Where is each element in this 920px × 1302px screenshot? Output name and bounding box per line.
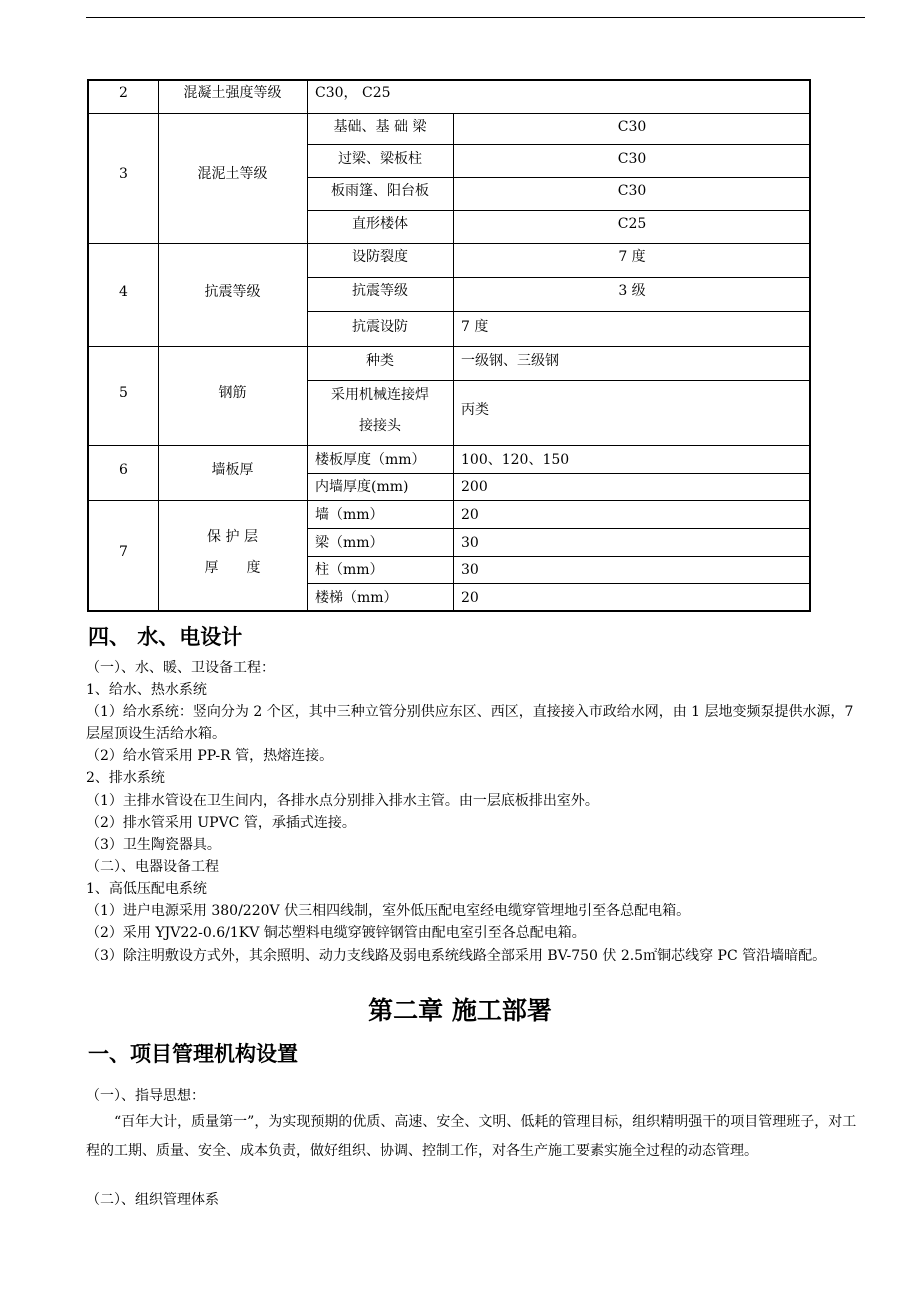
section4-line: 2、排水系统 bbox=[86, 770, 165, 786]
section4-line: （2）采用 YJV22-0.6/1KV 铜芯塑料电缆穿镀锌钢管由配电室引至各总配电箱。 bbox=[86, 925, 586, 941]
row5-value-1: 一级钢、三级钢 bbox=[461, 353, 559, 369]
row7-value-1: 20 bbox=[461, 507, 479, 523]
row3-value-1: C30 bbox=[617, 119, 647, 135]
section-heading: 一、项目管理机构设置 bbox=[88, 1042, 298, 1066]
row2-value: C30， C25 bbox=[315, 85, 391, 101]
row2-no: 2 bbox=[119, 85, 128, 101]
row6-name: 墙板厚 bbox=[211, 462, 254, 478]
section4-paragraph: （3）除注明敷设方式外，其余照明、动力支线路及弱电系统线路全部采用 BV-750 伏 2.5㎡铜芯线穿 PC 管沿墙暗配。 bbox=[86, 948, 827, 964]
section4-line: 1、给水、热水系统 bbox=[86, 682, 207, 698]
row7-value-2: 30 bbox=[461, 535, 479, 551]
row4-item-2: 抗震等级 bbox=[352, 283, 408, 299]
spec-table bbox=[87, 79, 811, 612]
row5-item-1: 种类 bbox=[366, 353, 394, 369]
row4-no: 4 bbox=[119, 284, 128, 300]
section4-line: （2）排水管采用 UPVC 管，承插式连接。 bbox=[86, 815, 356, 831]
row5-value-2: 丙类 bbox=[461, 402, 489, 418]
row3-name: 混泥土等级 bbox=[197, 166, 268, 182]
row7-item-1: 墙（mm） bbox=[315, 507, 384, 523]
row4-item-3: 抗震设防 bbox=[352, 319, 408, 335]
section4-line: （一）、水、暖、卫设备工程： bbox=[86, 660, 275, 676]
section4-line: （二）、电器设备工程 bbox=[86, 859, 219, 875]
row3-value-2: C30 bbox=[617, 151, 647, 167]
chapter2-paragraph: “百年大计，质量第一”，为实现预期的优质、高速、安全、文明、低耗的管理目标，组织精明强干的项目管理班子，对工程的工期、质量、安全、成本负责，做好组织、协调、控制工作，对各生产施工要素实施全过程的动态管理。 bbox=[86, 1114, 857, 1159]
row7-value-3: 30 bbox=[461, 562, 479, 578]
row4-value-2: 3 级 bbox=[618, 283, 646, 299]
section4-line: （1）主排水管设在卫生间内，各排水点分别排入排水主管。由一层底板排出室外。 bbox=[86, 793, 599, 809]
section4-line: （2）给水管采用 PP-R 管，热熔连接。 bbox=[86, 748, 334, 764]
section4-line: （3）卫生陶瓷器具。 bbox=[86, 837, 221, 853]
section4-line: （1）进户电源采用 380/220V 伏三相四线制，室外低压配电室经电缆穿管埋地引至各总配电箱。 bbox=[86, 903, 691, 919]
row4-value-1: 7 度 bbox=[618, 249, 646, 265]
row3-value-3: C30 bbox=[617, 183, 647, 199]
row6-item-1: 楼板厚度（mm） bbox=[315, 452, 426, 468]
row3-value-4: C25 bbox=[617, 216, 647, 232]
section4-line: 1、高低压配电系统 bbox=[86, 881, 207, 897]
row6-item-2: 内墙厚度(mm) bbox=[315, 479, 409, 495]
section4-paragraph: （1）给水系统：竖向分为 2 个区，其中三种立管分别供应东区、西区，直接接入市政给水网，由 1 层地变频泵提供水源，7 层屋顶设生活给水箱。 bbox=[86, 704, 854, 742]
header-rule bbox=[86, 17, 865, 18]
row3-item-2: 过梁、梁板柱 bbox=[338, 151, 422, 167]
row6-no: 6 bbox=[119, 462, 128, 478]
row7-name-line2: 厚 度 bbox=[204, 560, 261, 576]
chapter2-line: （一）、指导思想： bbox=[86, 1088, 205, 1104]
row7-item-4: 楼梯（mm） bbox=[315, 590, 398, 606]
row6-value-2: 200 bbox=[461, 479, 488, 495]
row5-no: 5 bbox=[119, 385, 128, 401]
row7-name-line1: 保 护 层 bbox=[207, 529, 258, 545]
row2-name: 混凝土强度等级 bbox=[183, 85, 282, 101]
row5-name: 钢筋 bbox=[218, 385, 247, 401]
row5-item-2-line2: 接接头 bbox=[359, 418, 401, 434]
row3-item-1: 基础、基 础 梁 bbox=[333, 119, 427, 135]
row7-value-4: 20 bbox=[461, 590, 479, 606]
row3-item-3: 板雨篷、阳台板 bbox=[331, 183, 429, 199]
row6-value-1: 100、120、150 bbox=[461, 452, 570, 468]
row5-item-2-line1: 采用机械连接焊 bbox=[331, 387, 429, 403]
row3-no: 3 bbox=[119, 166, 128, 182]
row7-no: 7 bbox=[119, 544, 128, 560]
row7-item-3: 柱（mm） bbox=[315, 562, 384, 578]
row4-item-1: 设防裂度 bbox=[352, 249, 408, 265]
row3-item-4: 直形楼体 bbox=[352, 216, 408, 232]
row4-name: 抗震等级 bbox=[204, 284, 261, 300]
chapter2-line: （二）、组织管理体系 bbox=[86, 1192, 219, 1208]
section4-title: 四、 水、电设计 bbox=[88, 625, 243, 649]
row4-value-3: 7 度 bbox=[461, 319, 489, 335]
row7-item-2: 梁（mm） bbox=[315, 535, 384, 551]
chapter-title: 第二章 施工部署 bbox=[368, 996, 552, 1025]
